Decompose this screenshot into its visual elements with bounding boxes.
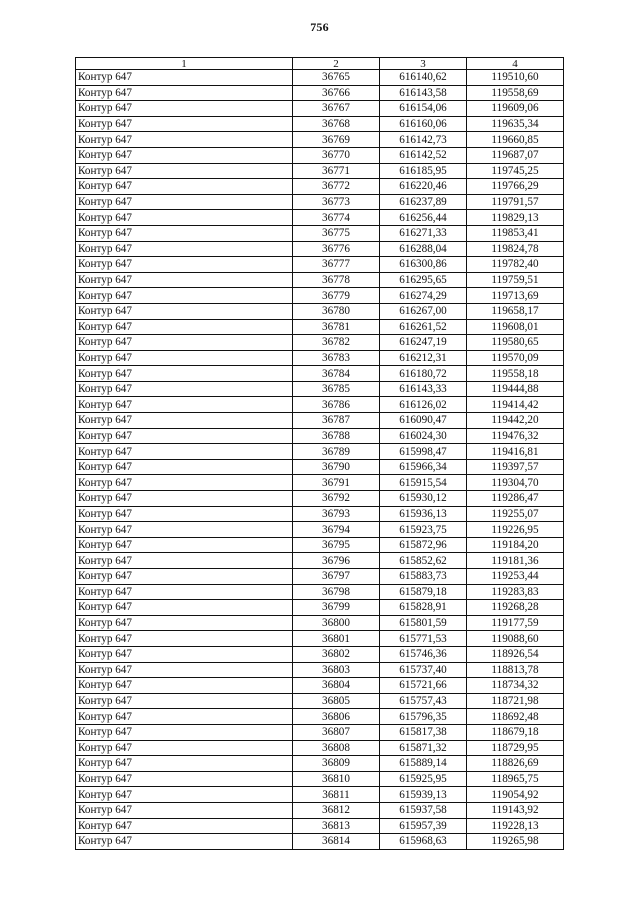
contour-name-cell: Контур 647 — [76, 241, 293, 257]
x-coordinate-cell: 615968,63 — [380, 834, 467, 850]
table-row — [76, 132, 564, 148]
table-row — [76, 646, 564, 662]
contour-name-cell: Контур 647 — [76, 724, 293, 740]
table-row — [76, 335, 564, 351]
x-coordinate-cell: 615879,18 — [380, 584, 467, 600]
y-coordinate-cell: 119609,06 — [467, 101, 564, 117]
column-header-2: 2 — [293, 58, 380, 70]
table-row — [76, 771, 564, 787]
x-coordinate-cell: 616160,06 — [380, 116, 467, 132]
y-coordinate-cell: 119635,34 — [467, 116, 564, 132]
x-coordinate-cell: 616154,06 — [380, 101, 467, 117]
y-coordinate-cell: 119088,60 — [467, 631, 564, 647]
x-coordinate-cell: 616220,46 — [380, 179, 467, 195]
x-coordinate-cell: 615930,12 — [380, 491, 467, 507]
contour-name-cell: Контур 647 — [76, 771, 293, 787]
x-coordinate-cell: 615883,73 — [380, 569, 467, 585]
point-number-cell: 36814 — [293, 834, 380, 850]
y-coordinate-cell: 119268,28 — [467, 600, 564, 616]
x-coordinate-cell: 616274,29 — [380, 288, 467, 304]
contour-name-cell: Контур 647 — [76, 101, 293, 117]
y-coordinate-cell: 119824,78 — [467, 241, 564, 257]
contour-name-cell: Контур 647 — [76, 397, 293, 413]
contour-name-cell: Контур 647 — [76, 615, 293, 631]
contour-name-cell: Контур 647 — [76, 319, 293, 335]
table-row — [76, 522, 564, 538]
x-coordinate-cell: 615817,38 — [380, 724, 467, 740]
x-coordinate-cell: 616185,95 — [380, 163, 467, 179]
contour-name-cell: Контур 647 — [76, 834, 293, 850]
y-coordinate-cell: 119608,01 — [467, 319, 564, 335]
y-coordinate-cell: 119658,17 — [467, 303, 564, 319]
point-number-cell: 36768 — [293, 116, 380, 132]
contour-name-cell: Контур 647 — [76, 693, 293, 709]
y-coordinate-cell: 119265,98 — [467, 834, 564, 850]
point-number-cell: 36774 — [293, 210, 380, 226]
y-coordinate-cell: 119558,18 — [467, 366, 564, 382]
column-header-4: 4 — [467, 58, 564, 70]
table-row — [76, 381, 564, 397]
table-row — [76, 834, 564, 850]
point-number-cell: 36781 — [293, 319, 380, 335]
contour-name-cell: Контур 647 — [76, 740, 293, 756]
point-number-cell: 36791 — [293, 475, 380, 491]
x-coordinate-cell: 616237,89 — [380, 194, 467, 210]
point-number-cell: 36798 — [293, 584, 380, 600]
y-coordinate-cell: 119766,29 — [467, 179, 564, 195]
y-coordinate-cell: 119660,85 — [467, 132, 564, 148]
y-coordinate-cell: 119304,70 — [467, 475, 564, 491]
y-coordinate-cell: 118813,78 — [467, 662, 564, 678]
table-row — [76, 194, 564, 210]
x-coordinate-cell: 616090,47 — [380, 413, 467, 429]
y-coordinate-cell: 119397,57 — [467, 459, 564, 475]
y-coordinate-cell: 119181,36 — [467, 553, 564, 569]
contour-name-cell: Контур 647 — [76, 225, 293, 241]
y-coordinate-cell: 118826,69 — [467, 756, 564, 772]
x-coordinate-cell: 615925,95 — [380, 771, 467, 787]
y-coordinate-cell: 119791,57 — [467, 194, 564, 210]
x-coordinate-cell: 615801,59 — [380, 615, 467, 631]
page-number: 756 — [310, 20, 329, 34]
contour-name-cell: Контур 647 — [76, 756, 293, 772]
x-coordinate-cell: 615721,66 — [380, 678, 467, 694]
header-row — [76, 58, 564, 70]
x-coordinate-cell: 616126,02 — [380, 397, 467, 413]
point-number-cell: 36811 — [293, 787, 380, 803]
point-number-cell: 36776 — [293, 241, 380, 257]
point-number-cell: 36796 — [293, 553, 380, 569]
point-number-cell: 36801 — [293, 631, 380, 647]
table-row — [76, 802, 564, 818]
point-number-cell: 36809 — [293, 756, 380, 772]
contour-name-cell: Контур 647 — [76, 85, 293, 101]
contour-name-cell: Контур 647 — [76, 116, 293, 132]
x-coordinate-cell: 616180,72 — [380, 366, 467, 382]
table-row — [76, 116, 564, 132]
point-number-cell: 36788 — [293, 428, 380, 444]
table-row — [76, 70, 564, 86]
y-coordinate-cell: 119414,42 — [467, 397, 564, 413]
y-coordinate-cell: 119558,69 — [467, 85, 564, 101]
contour-name-cell: Контур 647 — [76, 569, 293, 585]
table-row — [76, 428, 564, 444]
table-row — [76, 272, 564, 288]
y-coordinate-cell: 119510,60 — [467, 70, 564, 86]
x-coordinate-cell: 615915,54 — [380, 475, 467, 491]
x-coordinate-cell: 615998,47 — [380, 444, 467, 460]
y-coordinate-cell: 119570,09 — [467, 350, 564, 366]
y-coordinate-cell: 119054,92 — [467, 787, 564, 803]
x-coordinate-cell: 615923,75 — [380, 522, 467, 538]
point-number-cell: 36779 — [293, 288, 380, 304]
x-coordinate-cell: 616024,30 — [380, 428, 467, 444]
contour-name-cell: Контур 647 — [76, 444, 293, 460]
x-coordinate-cell: 615737,40 — [380, 662, 467, 678]
y-coordinate-cell: 119713,69 — [467, 288, 564, 304]
point-number-cell: 36767 — [293, 101, 380, 117]
point-number-cell: 36780 — [293, 303, 380, 319]
table-row — [76, 147, 564, 163]
point-number-cell: 36787 — [293, 413, 380, 429]
contour-name-cell: Контур 647 — [76, 132, 293, 148]
point-number-cell: 36770 — [293, 147, 380, 163]
column-header-3: 3 — [380, 58, 467, 70]
table-row — [76, 288, 564, 304]
table-row — [76, 740, 564, 756]
contour-name-cell: Контур 647 — [76, 662, 293, 678]
table-row — [76, 366, 564, 382]
x-coordinate-cell: 615872,96 — [380, 537, 467, 553]
table-row — [76, 163, 564, 179]
point-number-cell: 36782 — [293, 335, 380, 351]
table-body — [76, 70, 564, 850]
y-coordinate-cell: 119759,51 — [467, 272, 564, 288]
point-number-cell: 36789 — [293, 444, 380, 460]
table-row — [76, 724, 564, 740]
point-number-cell: 36797 — [293, 569, 380, 585]
contour-name-cell: Контур 647 — [76, 163, 293, 179]
table-row — [76, 475, 564, 491]
y-coordinate-cell: 119829,13 — [467, 210, 564, 226]
table-row — [76, 350, 564, 366]
table-row — [76, 319, 564, 335]
x-coordinate-cell: 615771,53 — [380, 631, 467, 647]
table-row — [76, 85, 564, 101]
table-row — [76, 241, 564, 257]
y-coordinate-cell: 118734,32 — [467, 678, 564, 694]
table-row — [76, 210, 564, 226]
y-coordinate-cell: 119476,32 — [467, 428, 564, 444]
table-row — [76, 506, 564, 522]
contour-name-cell: Контур 647 — [76, 272, 293, 288]
point-number-cell: 36804 — [293, 678, 380, 694]
point-number-cell: 36802 — [293, 646, 380, 662]
contour-name-cell: Контур 647 — [76, 537, 293, 553]
point-number-cell: 36785 — [293, 381, 380, 397]
x-coordinate-cell: 615936,13 — [380, 506, 467, 522]
point-number-cell: 36806 — [293, 709, 380, 725]
x-coordinate-cell: 615828,91 — [380, 600, 467, 616]
y-coordinate-cell: 119286,47 — [467, 491, 564, 507]
table-row — [76, 600, 564, 616]
point-number-cell: 36795 — [293, 537, 380, 553]
table-row — [76, 631, 564, 647]
point-number-cell: 36790 — [293, 459, 380, 475]
contour-name-cell: Контур 647 — [76, 522, 293, 538]
point-number-cell: 36769 — [293, 132, 380, 148]
contour-name-cell: Контур 647 — [76, 459, 293, 475]
table-header — [76, 58, 564, 70]
table-row — [76, 584, 564, 600]
contour-name-cell: Контур 647 — [76, 210, 293, 226]
table-row — [76, 756, 564, 772]
contour-name-cell: Контур 647 — [76, 350, 293, 366]
y-coordinate-cell: 118679,18 — [467, 724, 564, 740]
point-number-cell: 36778 — [293, 272, 380, 288]
y-coordinate-cell: 119687,07 — [467, 147, 564, 163]
y-coordinate-cell: 119580,65 — [467, 335, 564, 351]
contour-name-cell: Контур 647 — [76, 506, 293, 522]
contour-name-cell: Контур 647 — [76, 366, 293, 382]
contour-name-cell: Контур 647 — [76, 802, 293, 818]
x-coordinate-cell: 616271,33 — [380, 225, 467, 241]
point-number-cell: 36807 — [293, 724, 380, 740]
x-coordinate-cell: 615889,14 — [380, 756, 467, 772]
contour-name-cell: Контур 647 — [76, 428, 293, 444]
contour-name-cell: Контур 647 — [76, 194, 293, 210]
table-row — [76, 615, 564, 631]
x-coordinate-cell: 616288,04 — [380, 241, 467, 257]
x-coordinate-cell: 616256,44 — [380, 210, 467, 226]
table-row — [76, 257, 564, 273]
y-coordinate-cell: 118692,48 — [467, 709, 564, 725]
point-number-cell: 36813 — [293, 818, 380, 834]
table-row — [76, 709, 564, 725]
x-coordinate-cell: 616143,33 — [380, 381, 467, 397]
x-coordinate-cell: 616140,62 — [380, 70, 467, 86]
point-number-cell: 36777 — [293, 257, 380, 273]
table-row — [76, 569, 564, 585]
y-coordinate-cell: 119444,88 — [467, 381, 564, 397]
table-row — [76, 491, 564, 507]
contour-name-cell: Контур 647 — [76, 475, 293, 491]
y-coordinate-cell: 119253,44 — [467, 569, 564, 585]
coordinates-table-container — [75, 57, 563, 850]
x-coordinate-cell: 615852,62 — [380, 553, 467, 569]
y-coordinate-cell: 119143,92 — [467, 802, 564, 818]
x-coordinate-cell: 615966,34 — [380, 459, 467, 475]
x-coordinate-cell: 616295,65 — [380, 272, 467, 288]
table-row — [76, 678, 564, 694]
y-coordinate-cell: 119442,20 — [467, 413, 564, 429]
contour-name-cell: Контур 647 — [76, 646, 293, 662]
x-coordinate-cell: 616143,58 — [380, 85, 467, 101]
y-coordinate-cell: 118729,95 — [467, 740, 564, 756]
table-row — [76, 818, 564, 834]
x-coordinate-cell: 615757,43 — [380, 693, 467, 709]
point-number-cell: 36766 — [293, 85, 380, 101]
point-number-cell: 36786 — [293, 397, 380, 413]
table-row — [76, 413, 564, 429]
x-coordinate-cell: 616247,19 — [380, 335, 467, 351]
y-coordinate-cell: 118926,54 — [467, 646, 564, 662]
contour-name-cell: Контур 647 — [76, 553, 293, 569]
x-coordinate-cell: 616142,73 — [380, 132, 467, 148]
point-number-cell: 36773 — [293, 194, 380, 210]
x-coordinate-cell: 615937,58 — [380, 802, 467, 818]
table-row — [76, 444, 564, 460]
point-number-cell: 36784 — [293, 366, 380, 382]
table-row — [76, 225, 564, 241]
contour-name-cell: Контур 647 — [76, 70, 293, 86]
table-row — [76, 397, 564, 413]
y-coordinate-cell: 119228,13 — [467, 818, 564, 834]
table-row — [76, 662, 564, 678]
contour-name-cell: Контур 647 — [76, 631, 293, 647]
point-number-cell: 36772 — [293, 179, 380, 195]
contour-name-cell: Контур 647 — [76, 303, 293, 319]
point-number-cell: 36783 — [293, 350, 380, 366]
y-coordinate-cell: 119184,20 — [467, 537, 564, 553]
point-number-cell: 36799 — [293, 600, 380, 616]
contour-name-cell: Контур 647 — [76, 818, 293, 834]
x-coordinate-cell: 616212,31 — [380, 350, 467, 366]
contour-name-cell: Контур 647 — [76, 600, 293, 616]
y-coordinate-cell: 119782,40 — [467, 257, 564, 273]
point-number-cell: 36803 — [293, 662, 380, 678]
point-number-cell: 36793 — [293, 506, 380, 522]
table-row — [76, 693, 564, 709]
contour-name-cell: Контур 647 — [76, 288, 293, 304]
y-coordinate-cell: 119177,59 — [467, 615, 564, 631]
point-number-cell: 36808 — [293, 740, 380, 756]
point-number-cell: 36805 — [293, 693, 380, 709]
contour-name-cell: Контур 647 — [76, 709, 293, 725]
x-coordinate-cell: 616267,00 — [380, 303, 467, 319]
y-coordinate-cell: 119226,95 — [467, 522, 564, 538]
point-number-cell: 36794 — [293, 522, 380, 538]
point-number-cell: 36792 — [293, 491, 380, 507]
point-number-cell: 36775 — [293, 225, 380, 241]
y-coordinate-cell: 118965,75 — [467, 771, 564, 787]
table-row — [76, 537, 564, 553]
table-row — [76, 101, 564, 117]
table-row — [76, 179, 564, 195]
point-number-cell: 36810 — [293, 771, 380, 787]
x-coordinate-cell: 616142,52 — [380, 147, 467, 163]
contour-name-cell: Контур 647 — [76, 179, 293, 195]
contour-name-cell: Контур 647 — [76, 381, 293, 397]
column-header-1: 1 — [76, 58, 293, 70]
y-coordinate-cell: 119283,83 — [467, 584, 564, 600]
x-coordinate-cell: 615871,32 — [380, 740, 467, 756]
y-coordinate-cell: 119745,25 — [467, 163, 564, 179]
coordinates-table — [75, 57, 564, 850]
contour-name-cell: Контур 647 — [76, 257, 293, 273]
contour-name-cell: Контур 647 — [76, 413, 293, 429]
table-row — [76, 553, 564, 569]
contour-name-cell: Контур 647 — [76, 787, 293, 803]
contour-name-cell: Контур 647 — [76, 335, 293, 351]
point-number-cell: 36812 — [293, 802, 380, 818]
table-row — [76, 303, 564, 319]
point-number-cell: 36800 — [293, 615, 380, 631]
x-coordinate-cell: 616300,86 — [380, 257, 467, 273]
table-row — [76, 459, 564, 475]
x-coordinate-cell: 615939,13 — [380, 787, 467, 803]
y-coordinate-cell: 119416,81 — [467, 444, 564, 460]
contour-name-cell: Контур 647 — [76, 147, 293, 163]
point-number-cell: 36765 — [293, 70, 380, 86]
x-coordinate-cell: 615796,35 — [380, 709, 467, 725]
contour-name-cell: Контур 647 — [76, 491, 293, 507]
point-number-cell: 36771 — [293, 163, 380, 179]
y-coordinate-cell: 119255,07 — [467, 506, 564, 522]
contour-name-cell: Контур 647 — [76, 584, 293, 600]
y-coordinate-cell: 118721,98 — [467, 693, 564, 709]
contour-name-cell: Контур 647 — [76, 678, 293, 694]
table-row — [76, 787, 564, 803]
x-coordinate-cell: 616261,52 — [380, 319, 467, 335]
y-coordinate-cell: 119853,41 — [467, 225, 564, 241]
x-coordinate-cell: 615746,36 — [380, 646, 467, 662]
x-coordinate-cell: 615957,39 — [380, 818, 467, 834]
